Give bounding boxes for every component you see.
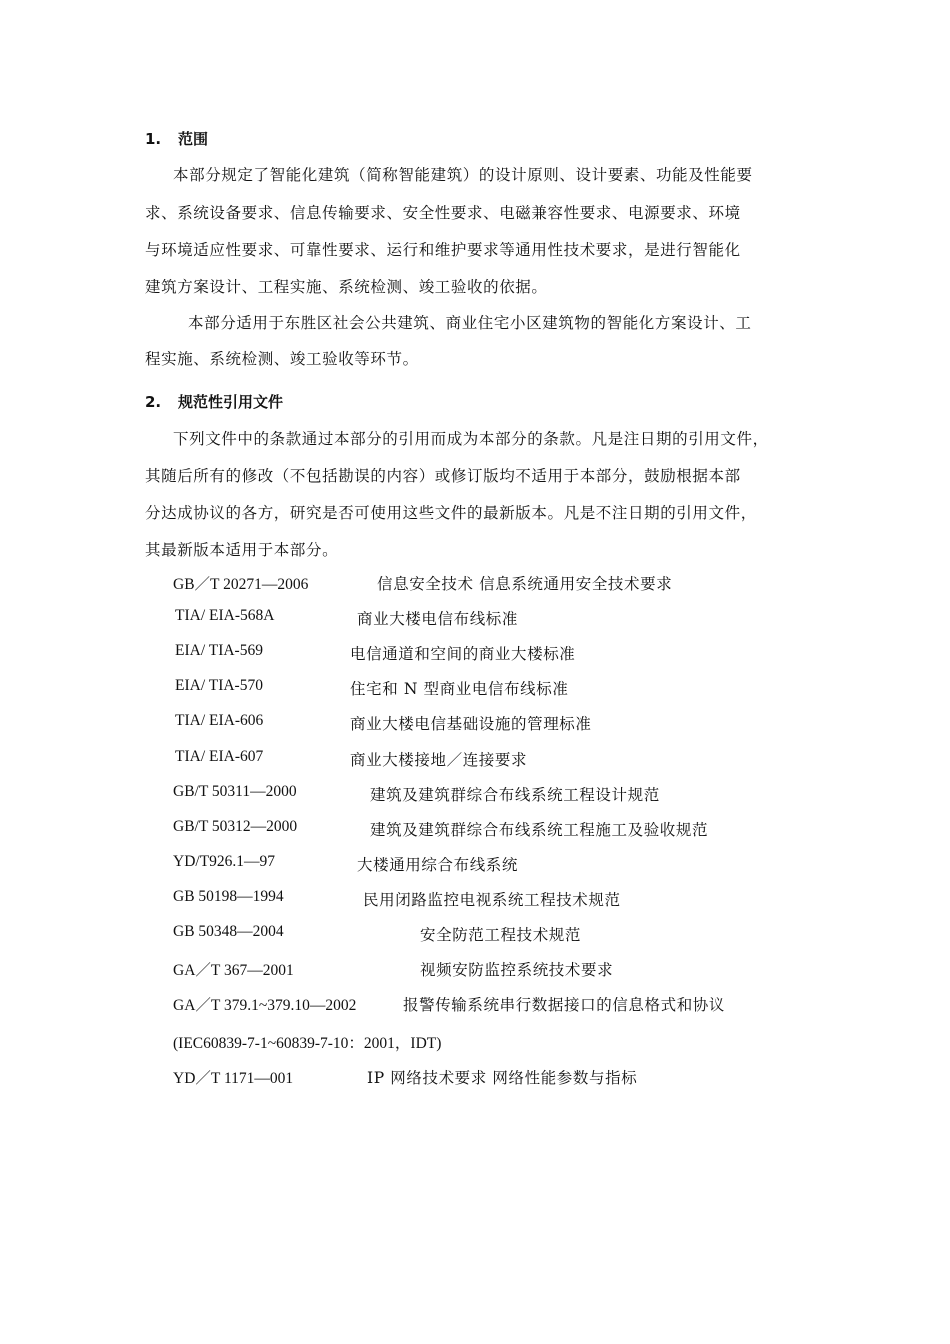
section-1-number: 1.	[145, 130, 162, 148]
paragraph-line: 与环境适应性要求、可靠性要求、运行和维护要求等通用性技术要求，是进行智能化	[145, 241, 741, 259]
reference-code: YD/T926.1—97	[173, 853, 276, 870]
section-2-heading	[145, 391, 283, 412]
paragraph-line: 其最新版本适用于本部分。	[145, 541, 339, 559]
section-2-number: 2.	[145, 393, 162, 411]
reference-code: GB 50348—2004	[173, 923, 284, 940]
reference-code: EIA/ TIA-570	[175, 677, 263, 694]
reference-title: 民用闭路监控电视系统工程技术规范	[363, 891, 621, 909]
reference-code: GB/T 50311—2000	[173, 783, 297, 800]
paragraph-line: 其随后所有的修改（不包括勘误的内容）或修订版均不适用于本部分，鼓励根据本部	[145, 467, 741, 485]
reference-title: 安全防范工程技术规范	[420, 926, 582, 944]
reference-code: TIA/ EIA-568A	[175, 607, 275, 624]
paragraph-line: 下列文件中的条款通过本部分的引用而成为本部分的条款。凡是注日期的引用文件，	[173, 430, 769, 448]
reference-title: 信息安全技术 信息系统通用安全技术要求	[377, 575, 673, 593]
reference-title: 视频安防监控系统技术要求	[420, 961, 614, 979]
section-2-title: 规范性引用文件	[178, 393, 284, 411]
paragraph-line: 本部分适用于东胜区社会公共建筑、商业住宅小区建筑物的智能化方案设计、工	[188, 314, 752, 332]
reference-code: TIA/ EIA-606	[175, 712, 264, 729]
reference-title: IP 网络技术要求 网络性能参数与指标	[367, 1069, 638, 1087]
reference-title: 报警传输系统串行数据接口的信息格式和协议	[403, 996, 726, 1014]
section-1-title: 范围	[178, 130, 209, 148]
paragraph-line: 分达成协议的各方，研究是否可使用这些文件的最新版本。凡是不注日期的引用文件，	[145, 504, 757, 522]
reference-code: GB/T 50312—2000	[173, 818, 298, 835]
reference-title: 商业大楼接地／连接要求	[350, 751, 528, 769]
reference-title: 商业大楼电信布线标准	[357, 610, 519, 628]
reference-title: 大楼通用综合布线系统	[357, 856, 519, 874]
paragraph-line: 程实施、系统检测、竣工验收等环节。	[145, 350, 419, 368]
paragraph-line: 本部分规定了智能化建筑（简称智能建筑）的设计原则、设计要素、功能及性能要	[173, 166, 753, 184]
reference-code: TIA/ EIA-607	[175, 748, 264, 765]
paragraph-line: 求、系统设备要求、信息传输要求、安全性要求、电磁兼容性要求、电源要求、环境	[145, 204, 741, 222]
section-1-heading	[145, 128, 208, 149]
reference-code: GA／T 379.1~379.10—2002	[173, 997, 357, 1014]
reference-code: GA／T 367—2001	[173, 962, 294, 979]
reference-code: GB 50198—1994	[173, 888, 284, 905]
reference-title: 商业大楼电信基础设施的管理标准	[350, 715, 592, 733]
reference-code: YD／T 1171—001	[173, 1070, 294, 1087]
reference-code: (IEC60839-7-1~60839-7-10：2001，IDT)	[173, 1035, 442, 1052]
reference-title: 建筑及建筑群综合布线系统工程设计规范	[370, 786, 660, 804]
reference-title: 住宅和 N 型商业电信布线标准	[350, 680, 569, 698]
paragraph-line: 建筑方案设计、工程实施、系统检测、竣工验收的依据。	[145, 278, 548, 296]
reference-code: GB／T 20271—2006	[173, 576, 309, 593]
reference-title: 建筑及建筑群综合布线系统工程施工及验收规范	[370, 821, 709, 839]
reference-title: 电信通道和空间的商业大楼标准	[350, 645, 576, 663]
reference-code: EIA/ TIA-569	[175, 642, 263, 659]
